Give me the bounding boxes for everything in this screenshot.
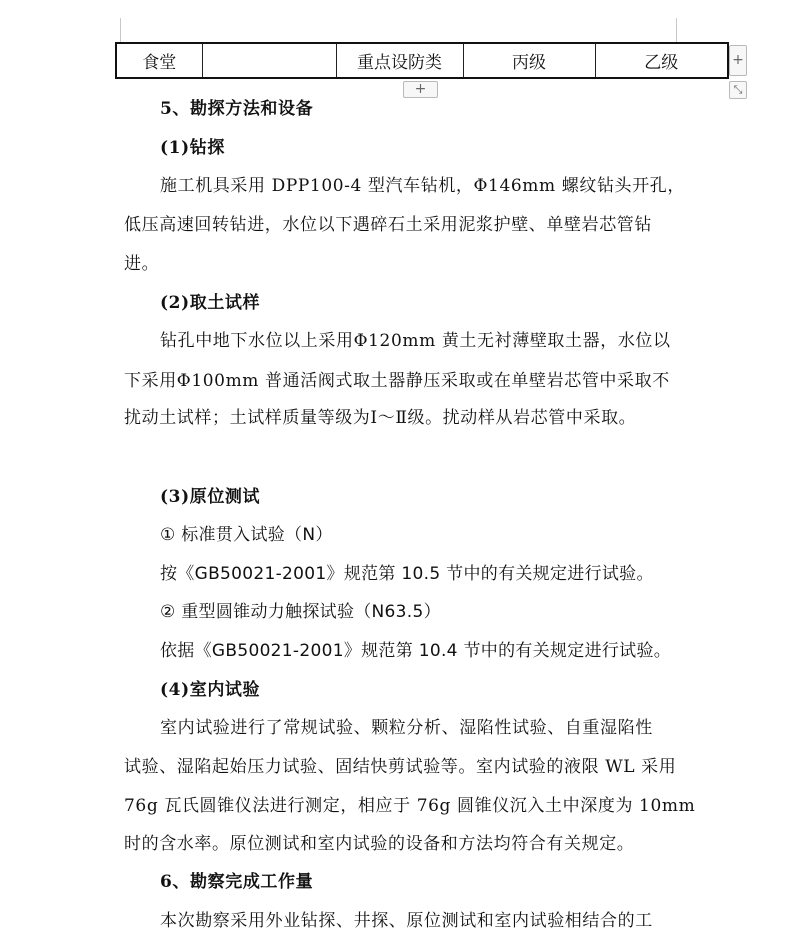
paragraph-line: 钻孔中地下水位以上采用Φ120mm 黄土无衬薄壁取土器，水位以	[160, 331, 671, 351]
subheading-drilling: (1)钻探	[160, 138, 225, 158]
paragraph-line: 施工机具采用 DPP100-4 型汽车钻机，Φ146mm 螺纹钻头开孔，	[160, 176, 685, 196]
paragraph-line: 进。	[124, 254, 160, 274]
paragraph-line: 室内试验进行了常规试验、颗粒分析、湿陷性试验、自重湿陷性	[160, 718, 653, 738]
add-column-button[interactable]: +	[729, 45, 747, 76]
section-heading-6: 6、勘察完成工作量	[160, 872, 314, 892]
list-item-desc: 按《GB50021-2001》规范第 10.5 节中的有关规定进行试验。	[160, 564, 654, 584]
subheading-insitu-test: (3)原位测试	[160, 487, 261, 507]
list-item-desc: 依据《GB50021-2001》规范第 10.4 节中的有关规定进行试验。	[160, 641, 672, 661]
table-cell-category[interactable]: 重点设防类	[336, 43, 463, 78]
table-cell-grade-1[interactable]: 丙级	[463, 43, 595, 78]
paragraph-line: 本次勘察采用外业钻探、井探、原位测试和室内试验相结合的工	[160, 911, 653, 931]
table-resize-handle[interactable]: ⤡	[729, 81, 747, 99]
table-cell-building[interactable]: 食堂	[116, 43, 202, 78]
list-item: ② 重型圆锥动力触探试验（N63.5）	[160, 602, 441, 622]
subheading-sampling: (2)取土试样	[160, 293, 261, 313]
paragraph-line: 试验、湿陷起始压力试验、固结快剪试验等。室内试验的液限 WL 采用	[124, 757, 677, 777]
table-row	[116, 43, 728, 78]
add-row-button[interactable]: +	[403, 81, 438, 98]
section-heading-5: 5、勘探方法和设备	[160, 99, 314, 119]
paragraph-line: 下采用Φ100mm 普通活阀式取土器静压采取或在单壁岩芯管中采取不	[124, 371, 670, 391]
subheading-lab-test: (4)室内试验	[160, 680, 261, 700]
classification-table	[115, 42, 729, 79]
table-cell-grade-2[interactable]: 乙级	[595, 43, 728, 78]
paragraph-line: 扰动土试样；土试样质量等级为Ⅰ～Ⅱ级。扰动样从岩芯管中采取。	[124, 408, 637, 428]
page-corner-mark-right	[676, 18, 677, 42]
paragraph-line: 低压高速回转钻进，水位以下遇碎石土采用泥浆护壁、单壁岩芯管钻	[124, 215, 652, 235]
page-corner-mark-left	[120, 18, 121, 42]
table-cell-empty[interactable]	[202, 43, 336, 78]
paragraph-line: 76g 瓦氏圆锥仪法进行测定，相应于 76g 圆锥仪沉入土中深度为 10mm	[124, 796, 696, 816]
paragraph-line: 时的含水率。原位测试和室内试验的设备和方法均符合有关规定。	[124, 834, 635, 854]
list-item: ① 标准贯入试验（N）	[160, 525, 333, 545]
